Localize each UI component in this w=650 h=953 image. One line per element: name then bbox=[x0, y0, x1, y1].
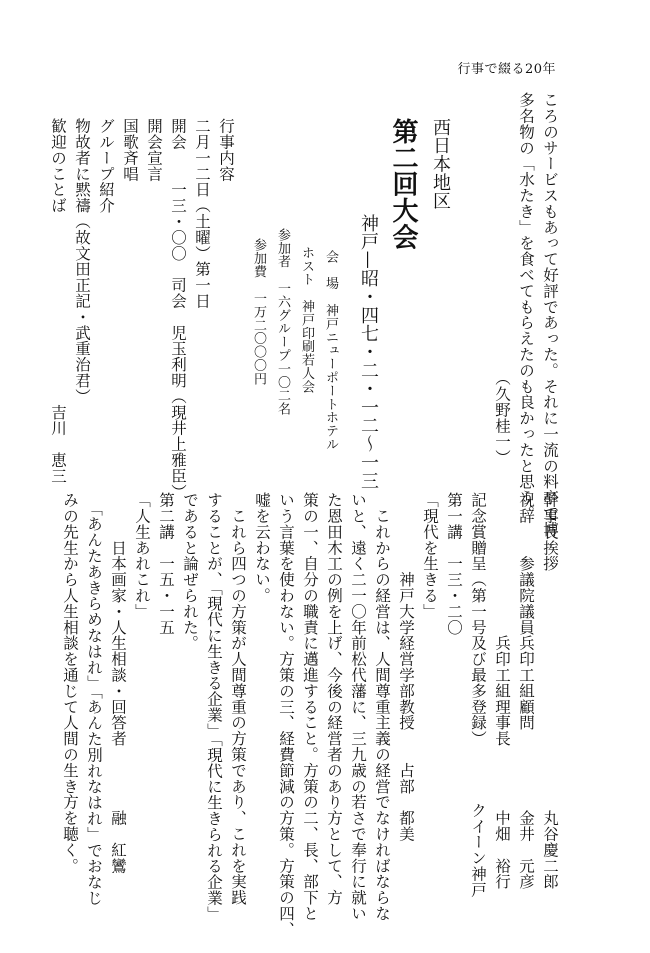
text-column: 日本画家・人生相談・回答者 融 紅鸞 bbox=[109, 492, 127, 874]
text-column: これら四つの方策が人間尊重の方策であり、これを実践 bbox=[229, 492, 247, 906]
lecture-heading: 第一講 一三・二〇 bbox=[445, 492, 463, 636]
text-column: 記念賞贈呈（第一号及び最多登録） クイーン神戸 bbox=[469, 492, 487, 898]
text-column: することが、「現代に生きる企業」「現代に生きられる企業」 bbox=[205, 492, 223, 922]
program-line: 歓迎のことば 吉川 恵三 bbox=[49, 118, 67, 484]
text-column: みの先生から人生相談を通じて人間の生き方を聴く。 bbox=[61, 492, 79, 874]
event-participants: 参加者 一六グループ一〇二名 bbox=[275, 228, 290, 416]
lecture-title: 「現代を生きる」 bbox=[421, 492, 439, 620]
event-venue: 会 場 神戸ニューポートホテル bbox=[323, 250, 338, 451]
running-header: 行事で綴る20年 bbox=[457, 62, 556, 77]
event-place-date: 神戸—昭・四七・二・一二〜一三 bbox=[358, 214, 379, 490]
author-signature: （久野桂一） bbox=[493, 370, 511, 466]
program-line: 開会 一三・〇〇 司会 児玉利明（現井上雅臣） bbox=[169, 118, 187, 500]
text-column: 嘘を云わない。 bbox=[253, 492, 271, 604]
text-column: 幹事長挨拶 丸谷慶二郎 bbox=[541, 492, 559, 890]
program-line: 国歌斉唱 bbox=[121, 118, 139, 182]
text-column: 多名物の「水たき」を食べてもらえたのも良かったと思う。 bbox=[517, 92, 535, 522]
top-block bbox=[490, 92, 562, 537]
program-line: グループ紹介 bbox=[97, 118, 115, 214]
text-column: いう言葉を使わない。方策の三、経費節減の方策。方策の四、 bbox=[277, 492, 295, 938]
text-column: ころのサービスもあって好評であった。それに一流の料亭で博 bbox=[541, 92, 559, 538]
lecture-heading: 第二講 一五・一五 bbox=[157, 492, 175, 636]
text-column: であると論ぜられた。 bbox=[181, 492, 199, 651]
text-column: た恩田木工の例を上げ、今後の経営者のあり方として、方 bbox=[325, 492, 343, 906]
text-column: 「あんたあきらめなはれ」「あんた別れなはれ」でおなじ bbox=[85, 492, 103, 906]
event-block bbox=[246, 118, 452, 490]
program-line: 物故者に黙禱（故文田正記・武重治君） bbox=[73, 118, 91, 405]
event-title: 第二回大会 bbox=[388, 118, 418, 250]
text-column: 兵印工組理事長 中畑 裕行 bbox=[493, 492, 511, 890]
bottom-block bbox=[58, 492, 562, 937]
event-fee: 参加費 一万二〇〇〇円 bbox=[251, 238, 266, 386]
text-column: 策の一、自分の職責に邁進すること。方策の二、長、部下と bbox=[301, 492, 319, 922]
program-line: 開会宣言 bbox=[145, 118, 163, 182]
event-region: 西日本地区 bbox=[430, 118, 451, 210]
text-column: これからの経営は、人間尊重主義の経営でなければならな bbox=[373, 492, 391, 922]
text-column: 神戸大学経営学部教授 占部 都美 bbox=[397, 492, 415, 842]
text-column: 祝辞 参議院議員兵印工組顧問 金井 元彦 bbox=[517, 492, 535, 890]
lecture-title: 「人生あれこれ」 bbox=[133, 492, 151, 620]
program-block bbox=[46, 118, 238, 500]
text-column: いと、遠く二一〇年前松代藩に、三九歳の若さで奉行に就い bbox=[349, 492, 367, 922]
program-heading: 行事内容 bbox=[217, 118, 235, 182]
event-host: ホスト 神戸印刷若人会 bbox=[299, 246, 314, 394]
program-line: 二月一二日（土曜）第一日 bbox=[193, 118, 211, 309]
